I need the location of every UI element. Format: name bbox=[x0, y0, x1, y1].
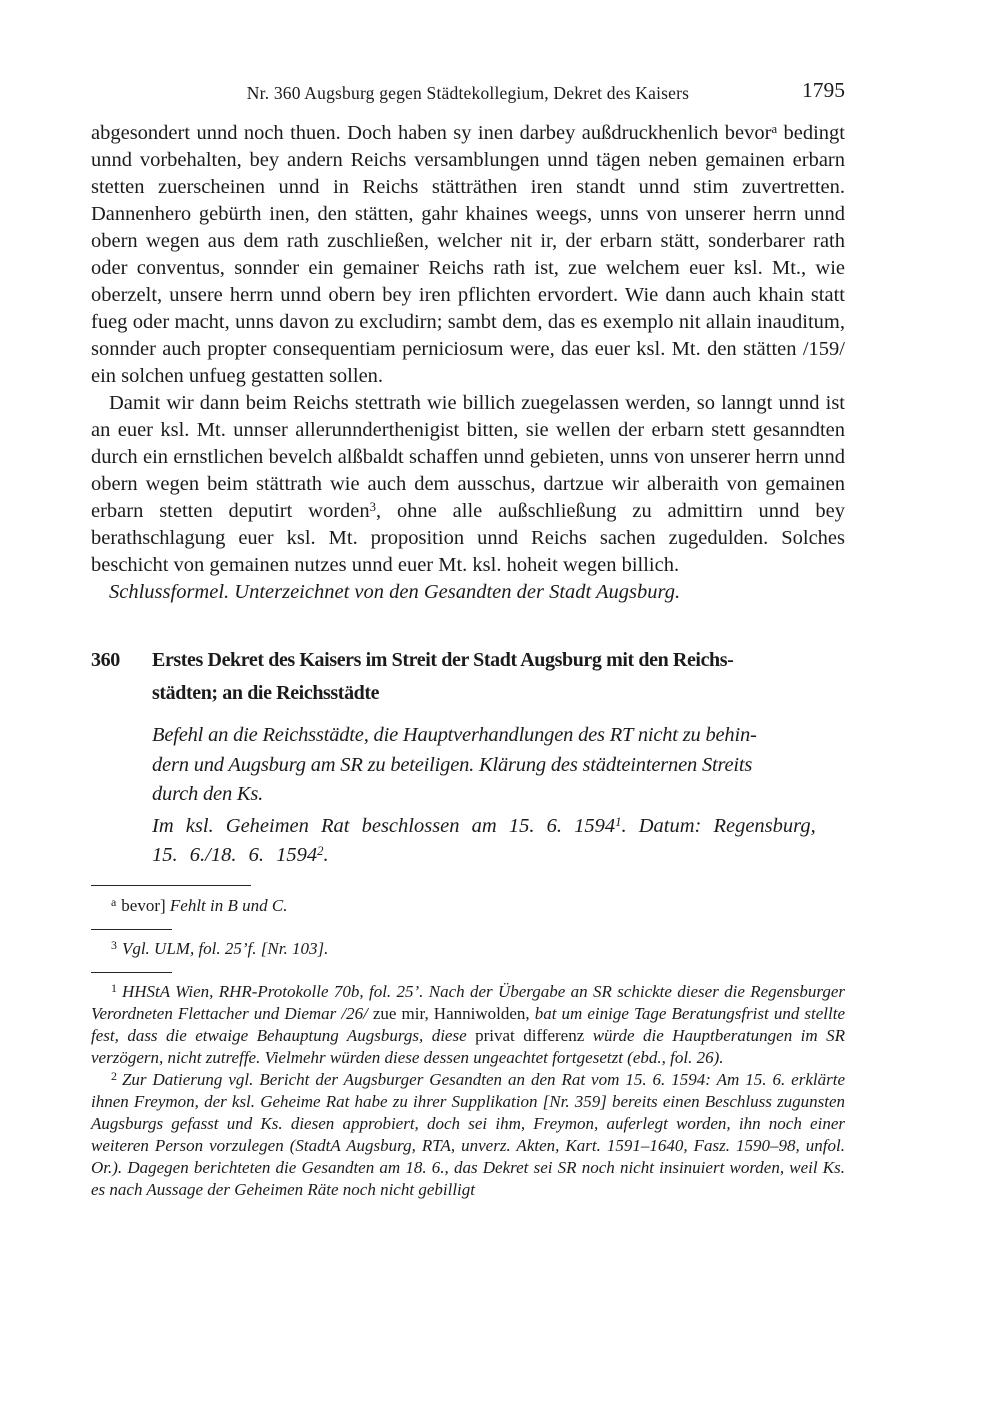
note-ref-2: 2 bbox=[317, 844, 324, 859]
page-content bbox=[91, 78, 845, 1201]
footnote-3 bbox=[91, 938, 845, 960]
document-title-line-1: Erstes Dekret des Kaisers im Streit der Stadt Augsburg mit den Reichs- bbox=[152, 649, 734, 671]
footnote-1-seg4: privat differenz bbox=[475, 1025, 593, 1045]
footnote-1-seg2: zue mir, Hanniwolden, bbox=[367, 1003, 535, 1023]
footnote-3-text: Vgl. ULM, fol. 25’f. [Nr. 103]. bbox=[121, 938, 329, 958]
document-number: 360 bbox=[91, 649, 120, 671]
footnote-marker-3: 3 bbox=[111, 937, 117, 952]
paragraph-1-text-before-note: abgesondert unnd noch thuen. Doch haben sy inen darbey außdruckhenlich bevor bbox=[91, 122, 772, 144]
footnote-1-seg1: HHStA Wien, RHR-Protokolle 70b, fol. 25’. Nach der Übergabe an SR schickte dieser die Regensburger Verordneten Flettacher und Diemar /26/ bbox=[91, 981, 845, 1023]
document-title-line-2: städten; an die Reichsstädte bbox=[152, 682, 380, 704]
footnote-a-lemma: bevor] bbox=[121, 895, 170, 915]
footnote-1-seg5: würde die Hauptberatungen im SR verzögern, nicht zutreffe. Vielmehr würden diese dessen ungeachtet fortgesetzt (ebd., fol. 26). bbox=[91, 1025, 845, 1067]
paragraph-2-text-before-note: Damit wir dann beim Reichs stettrath wie billich zuegelassen werden, so lanngt unnd ist an euer ksl. Mt. unnser allerunnderthenigist bitten, sie wellen der erbarn stett gesanndten durch ein ernstlichen bevelch alßbaldt schaffen unnd gebieten, unns von unserer herrn unnd obern wegen beim stättrath wie auch dem ausschus, dartzue wir alberaith von gemainen erbarn stetten deputirt worden bbox=[91, 392, 845, 522]
footnote-marker-a: a bbox=[111, 894, 117, 909]
note-ref-1: 1 bbox=[615, 814, 622, 829]
document-dating bbox=[152, 812, 845, 871]
footnote-apparatus-a bbox=[91, 895, 845, 917]
footnote-1 bbox=[91, 981, 845, 1069]
closing-formula: Schlussformel. Unterzeichnet von den Gesandten der Stadt Augsburg. bbox=[109, 581, 681, 603]
document-summary bbox=[152, 721, 845, 810]
running-header bbox=[91, 78, 845, 108]
note-ref-3: 3 bbox=[369, 500, 376, 515]
footnote-3-block bbox=[91, 929, 845, 960]
footnote-separator-rule bbox=[91, 972, 172, 973]
summary-line-1: Befehl an die Reichsstädte, die Hauptverhandlungen des RT nicht zu behin- bbox=[152, 724, 757, 746]
note-ref-a: a bbox=[771, 122, 778, 137]
summary-line-2: dern und Augsburg am SR zu beteiligen. Klärung des städteinternen Streits bbox=[152, 753, 753, 776]
paragraph-2-text-after-note: , ohne alle außschließung zu admittirn unnd bey berathschlagung euer ksl. Mt. proposition unnd Reichs sachen zugedulden. Solches beschicht von gemainen nutzes unnd euer Mt. ksl. hoheit wegen billich. bbox=[91, 500, 845, 576]
running-header-title: Nr. 360 Augsburg gegen Städtekollegium, Dekret des Kaisers bbox=[246, 83, 690, 103]
page-number: 1795 bbox=[802, 78, 845, 102]
summary-line-3: durch den Ks. bbox=[152, 783, 264, 805]
body-paragraph-2 bbox=[91, 390, 845, 579]
footnote-a-text: Fehlt in B und C. bbox=[169, 895, 288, 915]
footnote-marker-2: 2 bbox=[111, 1068, 117, 1083]
dating-text-2: . Datum: Regensburg, bbox=[621, 814, 816, 837]
dating-text-1: Im ksl. Geheimen Rat beschlossen am 15. 6. 1594 bbox=[152, 814, 616, 837]
document-title bbox=[152, 644, 733, 710]
dating-text-4: . bbox=[323, 844, 329, 866]
footnote-apparatus-block bbox=[91, 885, 845, 917]
footnote-marker-1: 1 bbox=[111, 980, 117, 995]
footnote-1-seg3: bat um einige Tage Beratungsfrist und stellte fest, dass die etwaige Behauptung Augsburgs, diese bbox=[91, 1003, 845, 1045]
footnote-2 bbox=[91, 1069, 845, 1201]
footnote-separator-rule bbox=[91, 885, 251, 886]
dating-text-3: 15. 6./18. 6. 1594 bbox=[152, 844, 318, 866]
paragraph-1-text-after-note: bedingt unnd vorbehalten, bey andern Reichs versamblungen unnd tägen neben gemainen erbarn stetten zuerscheinen unnd in Reichs stätträthen iren standt unnd stim zuvertretten. Dannenhero gebürth inen, den stätten, gahr khaines weegs, unns von unserer herrn unnd obern wegen aus dem rath zuschließen, welcher nit ir, der erbarn stätt, sonderbarer rath oder conventus, sonnder ein gemainer Reichs rath ist, zue welchem euer ksl. Mt., wie oberzelt, unsere herrn unnd obern bey iren pflichten ervordert. Wie dann auch khain statt fueg oder macht, unns davon zu excludirn; sambt dem, das es exemplo nit allain inauditum, sonnder auch propter consequentiam perniciosum were, das euer ksl. Mt. den stätten /159/ ein solchen unfueg gestatten sollen. bbox=[91, 122, 845, 387]
footnote-separator-rule bbox=[91, 929, 172, 930]
footnote-2-text: Zur Datierung vgl. Bericht der Augsburger Gesandten an den Rat vom 15. 6. 1594: Am 15. 6. erklärte ihnen Freymon, der ksl. Geheime Rat habe zu ihrer Supplikation [Nr. 359] bereits einen Beschluss zugunsten Augsburgs gefasst und Ks. diesen approbiert, doch sei ihm, Freymon, auferlegt worden, ihn noch einer weiteren Person vorzulegen (StadtA Augsburg, RTA, unverz. Akten, Kart. 1591–1640, Fasz. 1590–98, unfol. Or.). Dagegen berichteten die Gesandten am 18. 6., das Dekret sei SR noch nicht insinuiert worden, weil Ks. es nach Aussage der Geheimen Räte noch nicht gebilligt bbox=[91, 1069, 845, 1199]
footnote-commentary-block bbox=[91, 972, 845, 1201]
document-heading bbox=[91, 644, 845, 710]
body-paragraph-1 bbox=[91, 120, 845, 390]
